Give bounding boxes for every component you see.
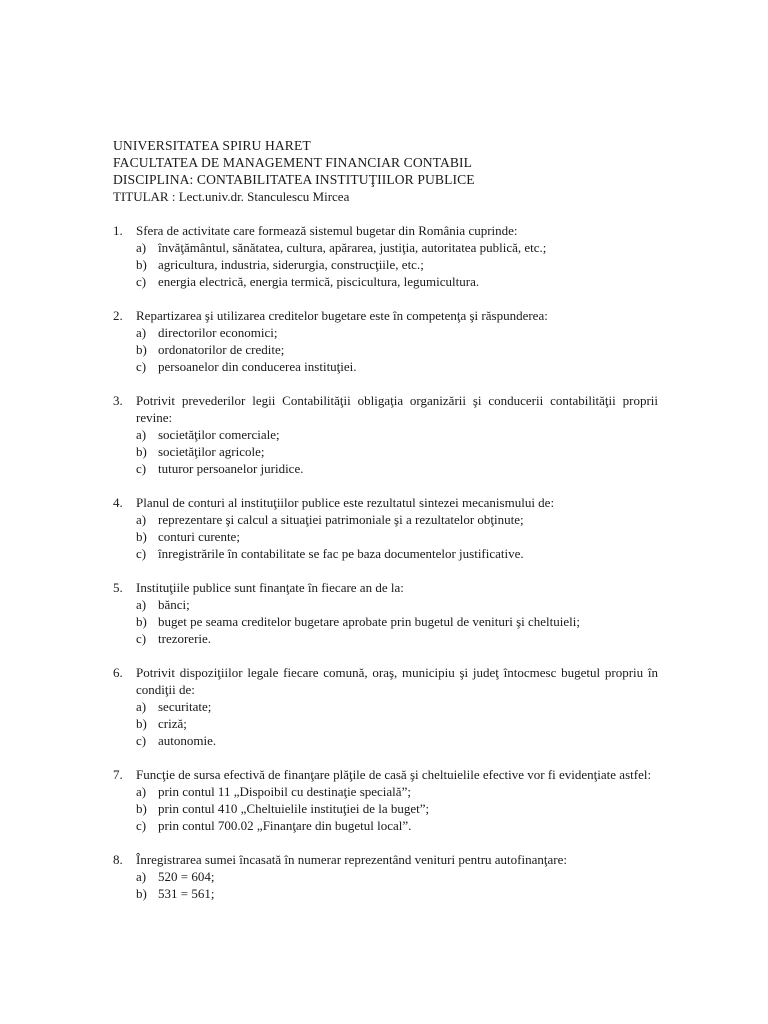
answer-option (136, 596, 658, 613)
answer-option (136, 273, 658, 290)
option-label: c) (136, 274, 147, 289)
answer-options (136, 596, 658, 647)
option-label: b) (136, 886, 147, 901)
answer-option (136, 868, 658, 885)
question-number: 4. (113, 495, 123, 510)
question-text: Instituţiile publice sunt finanţate în fiecare an de la: (136, 580, 404, 595)
answer-options (136, 868, 658, 902)
option-text: înregistrările în contabilitate se fac pe baza documentelor justificative. (158, 546, 524, 561)
option-label: c) (136, 359, 147, 374)
option-text: directorilor economici; (158, 325, 278, 340)
option-label: b) (136, 257, 147, 272)
answer-option (136, 528, 658, 545)
option-text: societăţilor comerciale; (158, 427, 280, 442)
answer-option (136, 358, 658, 375)
option-text: 531 = 561; (158, 886, 215, 901)
option-label: a) (136, 512, 147, 527)
question-item (113, 307, 658, 375)
answer-option (136, 511, 658, 528)
question-text: Potrivit dispoziţiilor legale fiecare comună, oraş, municipiu şi judeţ întocmesc bugetul propriu în condiţii de: (136, 665, 658, 697)
answer-option (136, 426, 658, 443)
question-number: 2. (113, 308, 123, 323)
answer-option (136, 817, 658, 834)
option-text: societăţilor agricole; (158, 444, 265, 459)
question-text: Repartizarea şi utilizarea creditelor bugetare este în competenţa şi răspunderea: (136, 308, 548, 323)
option-text: reprezentare şi calcul a situaţiei patrimoniale şi a rezultatelor obţinute; (158, 512, 524, 527)
question-number: 8. (113, 852, 123, 867)
option-text: agricultura, industria, siderurgia, construcţiile, etc.; (158, 257, 424, 272)
answer-options (136, 324, 658, 375)
answer-option (136, 545, 658, 562)
document-header (113, 137, 658, 205)
answer-options (136, 426, 658, 477)
answer-options (136, 511, 658, 562)
option-label: b) (136, 444, 147, 459)
option-label: a) (136, 325, 147, 340)
option-text: învăţământul, sănătatea, cultura, apărarea, justiţia, autoritatea publică, etc.; (158, 240, 547, 255)
answer-option (136, 324, 658, 341)
university-name: UNIVERSITATEA SPIRU HARET (113, 138, 311, 153)
option-label: a) (136, 240, 147, 255)
option-text: securitate; (158, 699, 212, 714)
option-text: persoanelor din conducerea instituţiei. (158, 359, 357, 374)
option-text: prin contul 11 „Dispoibil cu destinaţie specială”; (158, 784, 411, 799)
option-label: c) (136, 631, 147, 646)
answer-options (136, 783, 658, 834)
question-item (113, 766, 658, 834)
answer-option (136, 885, 658, 902)
option-label: b) (136, 342, 147, 357)
option-label: c) (136, 733, 147, 748)
answer-option (136, 613, 658, 630)
option-label: b) (136, 716, 147, 731)
option-text: criză; (158, 716, 187, 731)
discipline-name: DISCIPLINA: CONTABILITATEA INSTITUŢIILOR PUBLICE (113, 172, 475, 187)
option-text: energia electrică, energia termică, piscicultura, legumicultura. (158, 274, 480, 289)
question-number: 5. (113, 580, 123, 595)
question-item (113, 222, 658, 290)
option-label: a) (136, 427, 147, 442)
option-text: ordonatorilor de credite; (158, 342, 285, 357)
answer-option (136, 460, 658, 477)
option-label: c) (136, 461, 147, 476)
option-label: a) (136, 869, 147, 884)
option-text: 520 = 604; (158, 869, 215, 884)
question-number: 3. (113, 393, 123, 408)
question-text: Înregistrarea sumei încasată în numerar reprezentând venituri pentru autofinanţare: (136, 852, 567, 867)
question-list (113, 222, 658, 919)
option-text: conturi curente; (158, 529, 240, 544)
answer-option (136, 630, 658, 647)
option-text: buget pe seama creditelor bugetare aprobate prin bugetul de venituri şi cheltuieli; (158, 614, 580, 629)
option-text: prin contul 410 „Cheltuielile instituţiei de la buget”; (158, 801, 430, 816)
question-item (113, 579, 658, 647)
option-text: autonomie. (158, 733, 217, 748)
answer-option (136, 732, 658, 749)
option-label: b) (136, 529, 147, 544)
option-text: trezorerie. (158, 631, 212, 646)
answer-option (136, 715, 658, 732)
answer-option (136, 698, 658, 715)
question-item (113, 664, 658, 749)
course-holder: TITULAR : Lect.univ.dr. Stanculescu Mircea (113, 189, 350, 204)
option-label: c) (136, 546, 147, 561)
question-text: Sfera de activitate care formează sistemul bugetar din România cuprinde: (136, 223, 518, 238)
option-label: a) (136, 699, 147, 714)
question-item (113, 392, 658, 477)
question-text: Planul de conturi al instituţiilor publice este rezultatul sintezei mecanismului de: (136, 495, 555, 510)
question-text: Funcţie de sursa efectivă de finanţare plăţile de casă şi cheltuielile efective vor fi evidenţiate astfel: (136, 767, 652, 782)
option-text: tuturor persoanelor juridice. (158, 461, 304, 476)
question-number: 6. (113, 665, 123, 680)
question-text: Potrivit prevederilor legii Contabilităţii obligaţia organizării şi conducerii contabilităţii proprii revine: (136, 393, 658, 425)
option-label: a) (136, 784, 147, 799)
option-label: b) (136, 614, 147, 629)
answer-option (136, 443, 658, 460)
option-label: c) (136, 818, 147, 833)
option-label: a) (136, 597, 147, 612)
question-item (113, 851, 658, 902)
answer-options (136, 239, 658, 290)
option-text: prin contul 700.02 „Finanţare din bugetul local”. (158, 818, 412, 833)
answer-option (136, 256, 658, 273)
question-number: 7. (113, 767, 123, 782)
option-text: bănci; (158, 597, 190, 612)
answer-option (136, 783, 658, 800)
answer-options (136, 698, 658, 749)
answer-option (136, 239, 658, 256)
question-item (113, 494, 658, 562)
answer-option (136, 800, 658, 817)
question-number: 1. (113, 223, 123, 238)
option-label: b) (136, 801, 147, 816)
answer-option (136, 341, 658, 358)
faculty-name: FACULTATEA DE MANAGEMENT FINANCIAR CONTABIL (113, 155, 473, 170)
